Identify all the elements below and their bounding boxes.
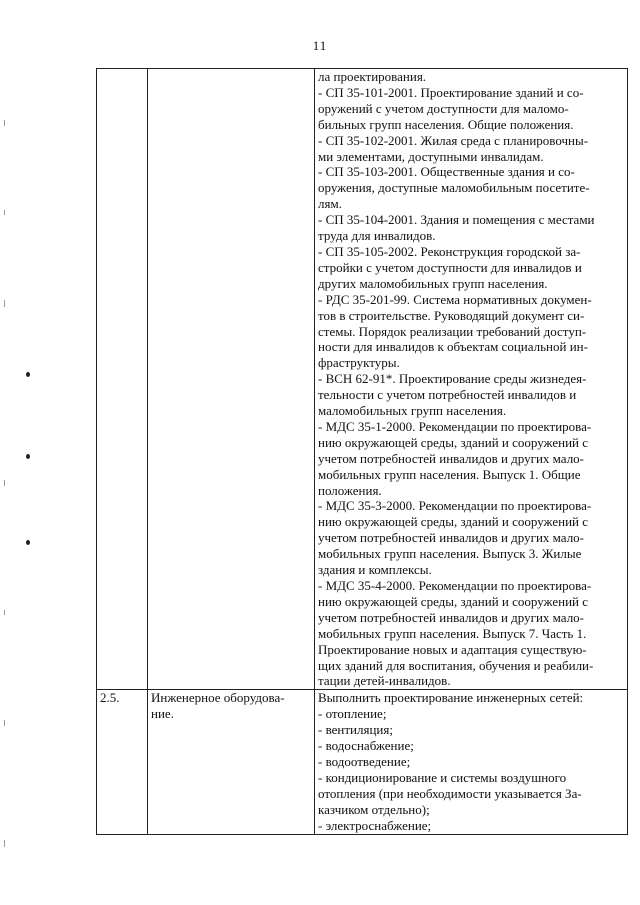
- text-line: Инженерное оборудова-: [151, 690, 285, 706]
- text-line: стройки с учетом доступности для инвалидов и: [318, 259, 582, 275]
- text-line: учетом потребностей инвалидов и других мало-: [318, 609, 585, 625]
- text-line: - СП 35-101-2001. Проектирование зданий и со-: [318, 84, 584, 100]
- text-line: тов в строительстве. Руководящий документ си-: [318, 307, 585, 323]
- text-line: маломобильных групп населения.: [318, 403, 507, 419]
- text-line: - кондиционирование и системы воздушного: [318, 769, 567, 785]
- text-line: Выполнить проектирование инженерных сетей:: [318, 690, 584, 706]
- row-name-cell: [148, 69, 315, 690]
- scan-margin-mark: [4, 610, 5, 615]
- text-line: - электроснабжение;: [318, 817, 432, 833]
- text-line: бильных групп населения. Общие положения.: [318, 116, 574, 132]
- scan-dot: [26, 540, 30, 545]
- scan-margin-mark: [4, 300, 5, 307]
- text-line: мобильных групп населения. Выпуск 3. Жилые: [318, 546, 582, 562]
- text-line: - МДС 35-4-2000. Рекомендации по проектирова-: [318, 578, 592, 593]
- page-number: 11: [312, 38, 328, 53]
- text-line: - вентиляция;: [318, 722, 393, 738]
- row-requirements-cell: [315, 69, 628, 690]
- text-line: оружения, доступные маломобильным посетите-: [318, 180, 590, 196]
- text-line: нию окружающей среды, зданий и сооружений с: [318, 434, 589, 450]
- text-line: мобильных групп населения. Выпуск 7. Часть 1.: [318, 625, 587, 641]
- text-line: казчиком отдельно);: [318, 801, 430, 817]
- text-line: отопления (при необходимости указывается За-: [318, 785, 582, 801]
- text-line: - водоснабжение;: [318, 738, 414, 754]
- text-line: тации детей-инвалидов.: [318, 673, 451, 689]
- text-line: лям.: [318, 196, 342, 212]
- text-line: тельности с учетом потребностей инвалидов и: [318, 387, 577, 403]
- table-row: [97, 69, 628, 690]
- text-line: учетом потребностей инвалидов и других мало-: [318, 530, 585, 546]
- row-name-cell: [148, 690, 315, 834]
- text-line: - СП 35-105-2002. Реконструкция городской за-: [318, 243, 581, 259]
- text-line: - отопление;: [318, 706, 387, 722]
- row-requirements-cell: [315, 690, 628, 834]
- scan-margin-mark: [4, 120, 5, 126]
- text-line: труда для инвалидов.: [318, 228, 436, 244]
- text-line: - МДС 35-1-2000. Рекомендации по проектирова-: [318, 418, 592, 434]
- text-line: - СП 35-103-2001. Общественные здания и со-: [318, 164, 575, 180]
- row-number-cell: [97, 69, 148, 690]
- text-line: других маломобильных групп населения.: [318, 275, 548, 291]
- text-line: нию окружающей среды, зданий и сооружений с: [318, 514, 589, 530]
- text-line: учетом потребностей инвалидов и других мало-: [318, 450, 585, 466]
- text-line: оружений с учетом доступности для маломо-: [318, 100, 569, 116]
- text-line: фраструктуры.: [318, 355, 400, 371]
- scan-margin-mark: [4, 480, 5, 486]
- text-line: здания и комплексы.: [318, 562, 432, 578]
- text-line: ние.: [151, 706, 174, 722]
- text-line: ми элементами, доступными инвалидам.: [318, 148, 544, 164]
- text-line: стемы. Порядок реализации требований доступ-: [318, 323, 587, 339]
- text-line: щих зданий для воспитания, обучения и реабили-: [318, 657, 594, 673]
- scan-margin-mark: [4, 840, 5, 847]
- text-line: - ВСН 62-91*. Проектирование среды жизнедея-: [318, 371, 587, 387]
- text-line: нию окружающей среды, зданий и сооружений с: [318, 593, 589, 609]
- text-line: - РДС 35-201-99. Система нормативных докумен-: [318, 291, 592, 307]
- scan-margin-mark: [4, 720, 5, 726]
- scan-dot: [26, 454, 30, 459]
- scan-margin-mark: [4, 210, 5, 215]
- text-line: - СП 35-104-2001. Здания и помещения с местами: [318, 212, 595, 228]
- text-line: мобильных групп населения. Выпуск 1. Общие: [318, 466, 581, 482]
- text-line: положения.: [318, 482, 382, 498]
- text-line: - СП 35-102-2001. Жилая среда с планировочны-: [318, 132, 589, 148]
- row-number-cell: 2.5.: [97, 690, 148, 834]
- requirements-table: [96, 68, 628, 835]
- text-line: ла проектирования.: [318, 69, 427, 84]
- text-line: Проектирование новых и адаптация существую-: [318, 641, 587, 657]
- table-row: [97, 690, 628, 834]
- text-line: - МДС 35-3-2000. Рекомендации по проектирова-: [318, 498, 592, 514]
- text-line: ности для инвалидов к объектам социальной ин-: [318, 339, 588, 355]
- scan-dot: [26, 372, 30, 377]
- text-line: - водоотведение;: [318, 753, 411, 769]
